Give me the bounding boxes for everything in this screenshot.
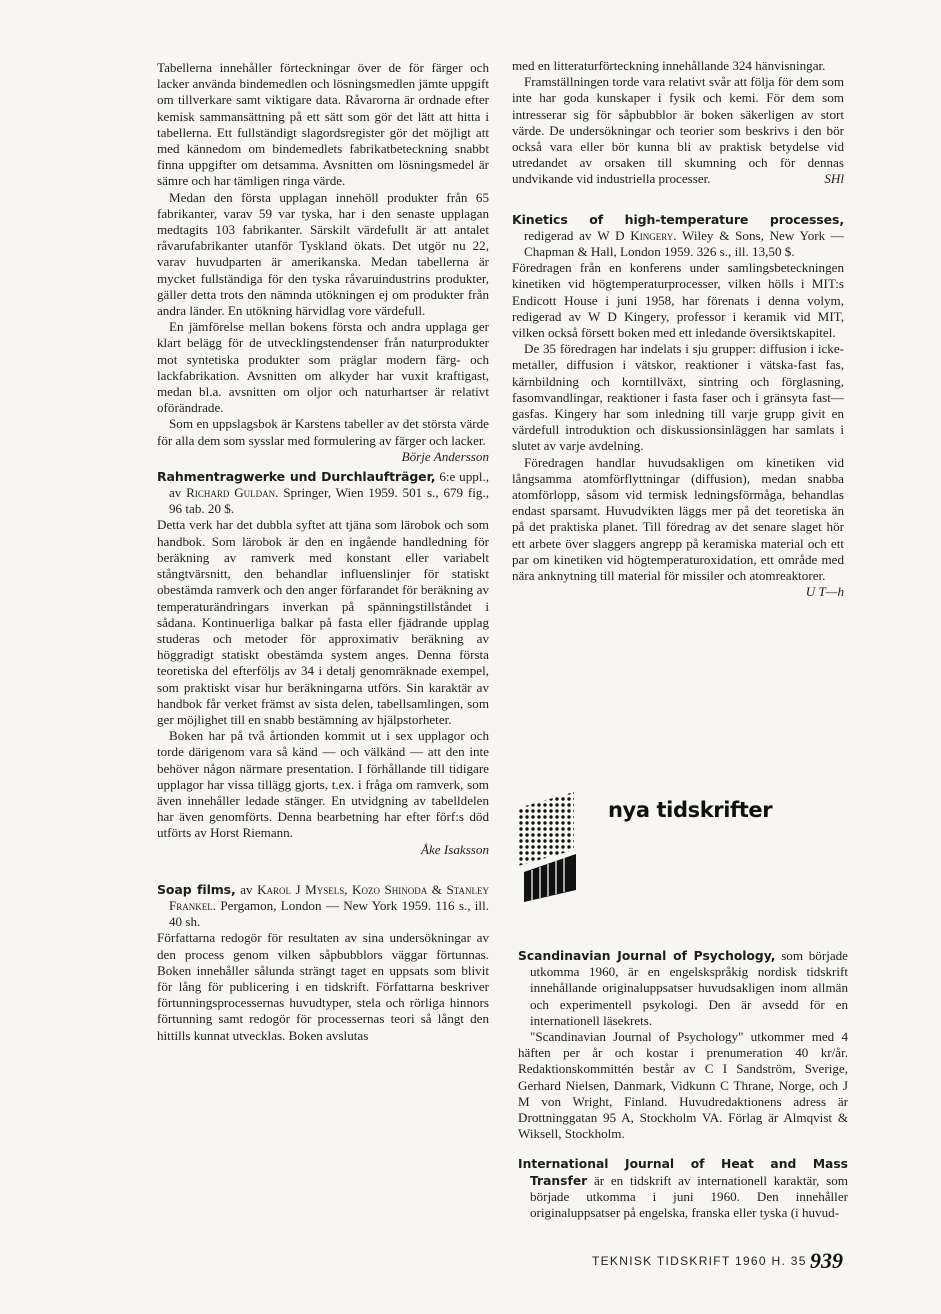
soap-paragraph-2 — [512, 74, 844, 187]
scand-lead: som började utkomma 1960, är en engelskspråkig nordisk tidskrift innehållande originaluppsatser huvudsakligen inom allmän och experimentell psykologi. Den är avsedd för en internationell läsekrets. — [530, 948, 848, 1028]
scand-paragraph-1 — [518, 948, 848, 1029]
kinetics-paragraph-2: De 35 föredragen har indelats i sju grupper: diffusion i icke-metaller, diffusion i vätskor, reaktioner i vätska-fast fas, kärnbildning och korntillväxt, sintring och förglasning, fasomvandlingar, reaktioner i fasta faser och i gränsyta fast—gasfas. Kingery har som inledning till varje grupp givit en värdefull introduktion och diskussionsinläggen har samlats i slutet av varje avdelning. — [512, 341, 844, 454]
rahmen-review-heading — [157, 469, 489, 518]
soap-meta-b: . Pergamon, London — New York 1959. 116 s., ill. 40 sh. — [169, 897, 489, 930]
intro-paragraph-4-text: Som en uppslagsbok är Karstens tabeller av det största värde för alla dem som sysslar med formulering av färger och lacker. — [157, 416, 489, 448]
soap-review-heading — [157, 882, 489, 931]
intro-paragraph-3: En jämförelse mellan bokens första och andra upplaga ger klart belägg för de utvecklingstendenser från naturprodukter mot syntetiska produkter som präglar modern färg- och lackfabrikation. Avsnitten om alkyder har vuxit kraftigast, medan bl.a. avsnitten om oljor och naturhartser är relativt oförändrade. — [157, 319, 489, 416]
soap-title: Soap films, — [157, 881, 236, 897]
soap-paragraph-1: Författarna redogör för resultaten av sina undersökningar av den process genom vilken såpbubblors väggar förtunnas. Boken innehåller sålunda strängt taget en uppsats som blivit för lång för publicering i en tidskrift. Författarna beskriver förtunningsprocessernas huvudtyper, stela och rörliga hinnors förtunning samt redogör för processernas teori så långt den hittills kunnat utvecklas. Boken avslutas — [157, 930, 489, 1043]
kinetics-paragraph-3: Föredragen handlar huvudsakligen om kinetiken vid långsamma atomförflyttningar (diffusion), medan snabba atomförlopp, såsom vid termisk ledningsförmåga, behandlas endast sparsamt. Huvudvikten läggs mer på det teoretiska än på det praktiska planet. Till föredrag av det senare slaget hör ett arbete över slaggers angrepp på keramiska material och ett par om kinetiken vid högtemperaturoxidation, ett område med nära anknytning till material för missiler och atomreaktorer. — [512, 454, 844, 584]
ijhmt-title: International Journal of Heat and Mass Transfer — [518, 1157, 848, 1188]
scand-paragraph-2: "Scandinavian Journal of Psychology" utkommer med 4 häften per år och kostar i prenumeration 40 kr/år. Redaktionskommittén består av C I Sandström, Sverige, Gerhard Nielsen, Danmark, Vidkunn C Thrane, Norge, och J M von Wright, Finland. Huvudredaktionens adress är Drottninggatan 95 A, Stockholm VA. Förlag är Almqvist & Wiksell, Stockholm. — [518, 1029, 848, 1142]
rahmen-author: Richard Guldan — [186, 485, 276, 501]
scand-title: Scandinavian Journal of Psychology, — [518, 949, 776, 963]
rahmen-meta-b: . Springer, Wien 1959. 501 s., 679 fig., 96 tab. 20 $. — [169, 485, 489, 517]
ijhmt-paragraph — [518, 1156, 848, 1221]
journal-footer: TEKNISK TIDSKRIFT 1960 H. 35 — [592, 1254, 807, 1268]
rahmen-paragraph-2: Boken har på två årtionden kommit ut i sex upplagor och torde därigenom vara så känd — och välkänd — att den inte behöver någon närmare presentation. I förhållande till tidigare upplagor har vissa tillägg gjorts, t.ex. i fråga om ramverk, som även innehåller ledade stänger. En utvidgning av tabelldelen har även genomförts. Denna bearbetning har efter förf:s död utförts av Horst Riemann. — [157, 728, 489, 841]
soap-meta-a: av — [235, 881, 258, 897]
kinetics-signature: U T—h — [805, 584, 844, 600]
intro-paragraph-1: Tabellerna innehåller förteckningar över de för färger och lacker använda bindemedlen och lösningsmedlen jämte uppgift om tillverkare samt viktigare data. Råvarorna är ordnade efter kemisk sammansättning på ett sätt som gör det lätt att hitta i tabellerna. Ett fullständigt slagordsregister gör det möjligt att med kännedom om bindemedlets fabrikatbeteckning snabbt finna uppgifter om detsamma. Avsnitten om lösningsmedel är sämre och har tämligen ringa värde. — [157, 60, 489, 189]
page-number: 939 — [810, 1248, 843, 1273]
intro-signature: Börje Andersson — [401, 448, 489, 464]
section-title: nya tidskrifter — [608, 798, 773, 822]
new-journals — [518, 948, 848, 1221]
kinetics-title: Kinetics of high-temperature processes, — [512, 211, 844, 227]
right-column — [512, 58, 844, 601]
kinetics-paragraph-1: Föredragen från en konferens under samlingsbeteckningen kinetiken vid högtemperaturprocesser, vilken hölls i MIT:s Endicott House i juni 1958, har förenats i denna volym, redigerad av W D Kingery, professor i keramik vid MIT, vilken också försett boken med ett inledande översiktskapitel. — [512, 260, 844, 341]
ijhmt-lead: är en tidskrift av internationell karaktär, som började utkomma i juni 1960. Den innehåller originaluppsatser på engelska, franska eller tyska (i huvud- — [530, 1172, 848, 1221]
kinetics-editor: W D Kingery — [597, 227, 674, 243]
kinetics-review-heading — [512, 212, 844, 261]
intro-paragraph-2: Medan den första upplagan innehöll produkter från 65 fabrikanter, varav 59 var tyska, har i den senaste upplagan medtagits 103 fabrikanter. Särskilt värdefullt är att antalet råvarufabrikanter utanför Tyskland ökats. Det utgör nu 22, varav huvudparten är amerikanska. Medan tabellerna är mycket fullständiga för den tyska råvaruindustrins produkter, gäller detta trots den nämnda utökningen ej om produkter från andra länder. En utökning härvidlag vore värdefull. — [157, 189, 489, 319]
rahmen-meta-a: 6:e uppl., av — [169, 468, 490, 501]
dotted-book-icon — [518, 790, 608, 902]
kinetics-meta-b: . Wiley & Sons, New York — Chapman & Hall, London 1959. 326 s., ill. 13,50 $. — [524, 227, 844, 260]
soap-signature: SHl — [824, 171, 844, 187]
intro-paragraph-4 — [157, 416, 489, 464]
rahmen-paragraph-1: Detta verk har det dubbla syftet att tjäna som lärobok och som handbok. Som lärobok är den en ingående handledning för beräkning av ramverk med konstant eller variabelt stångtvärsnitt, den behandlar influenslinjer för statiskt obestämda ramverk och den anger förfarandet för beräkning av temperaturändringars inverkan på spänningstillståndet i sådana. Kontinuerliga balkar på fasta eller fjädrande upplag studeras och metoder för approximativ beräkning av höggradigt statiskt obestämda system anges. Denna första teoretiska del efterföljs av 34 i detalj genomräknade exempel, som praktiskt visar hur beräkningarna utförs. Sin karaktär av handbok får verket främst av sista delen, tabellsamlingen, som ger möjlighet till en snabb bestämning av hjälpstorheter. — [157, 517, 489, 727]
soap-authors: Karol J Mysels, Kozo Shinoda & Stanley Frankel — [169, 881, 490, 913]
soap-continuation: med en litteraturförteckning innehållande 324 hänvisningar. — [512, 58, 826, 73]
rahmen-title: Rahmentragwerke und Durchlaufträger, — [157, 468, 436, 484]
kinetics-meta-a: redigerad av — [524, 227, 598, 243]
left-column — [157, 60, 489, 1044]
soap-paragraph-2-text: Framställningen torde vara relativt svår att följa för dem som inte har goda kunskaper i fysik och kemi. För dem som intresserar sig för såpbubblor är boken säkerligen av stort värde. De undersökningar och teorier som beskrivs i den bör också vara eller bör kunna bli av praktisk betydelse vid utredandet av orsaken till skumning och för dennas undvikande vid industriella processer. — [512, 74, 844, 187]
section-logo — [518, 790, 778, 902]
rahmen-signature: Åke Isaksson — [421, 841, 489, 857]
